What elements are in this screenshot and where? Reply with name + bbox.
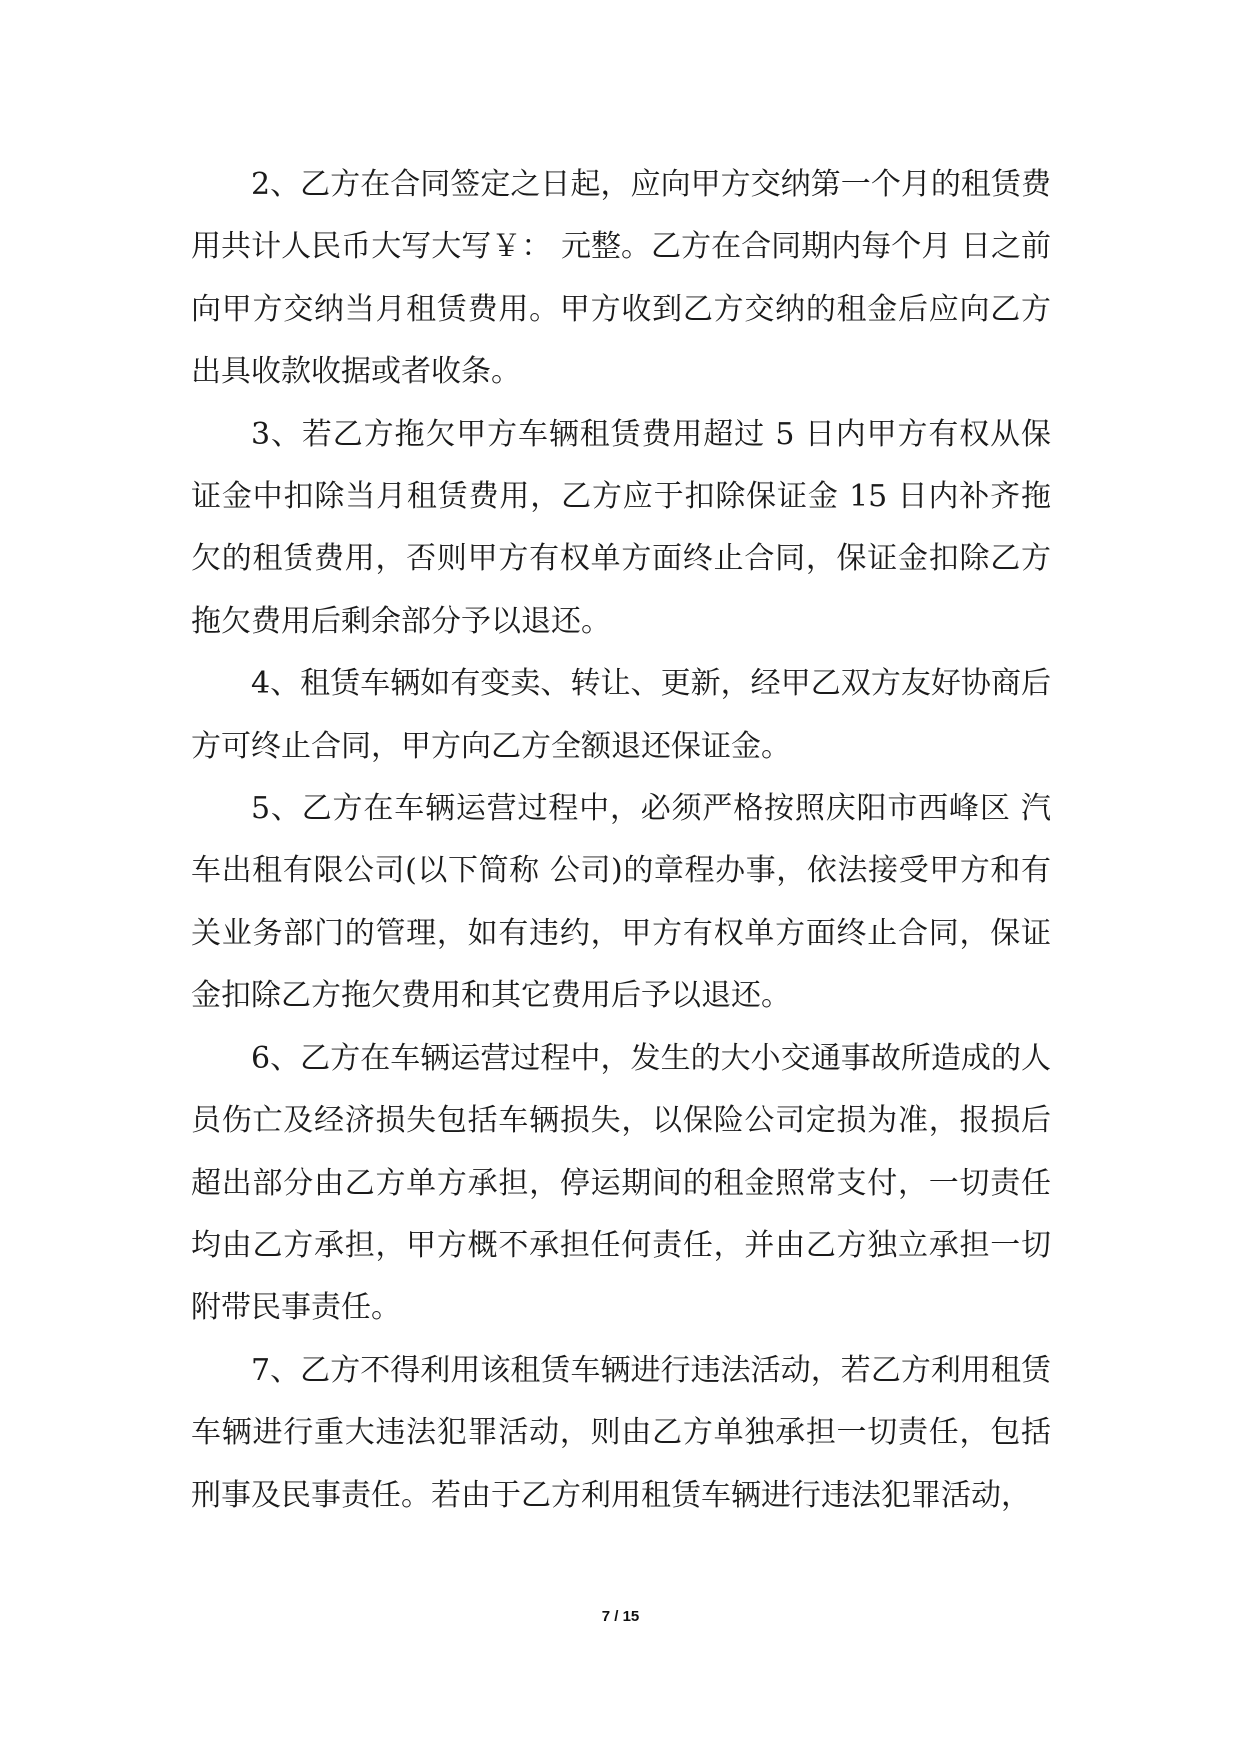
- paragraph-clause-4: 4、租赁车辆如有变卖、转让、更新，经甲乙双方友好协商后方可终止合同，甲方向乙方全额退还保证金。: [191, 666, 1051, 764]
- paragraph-clause-3: 3、若乙方拖欠甲方车辆租赁费用超过 5 日内甲方有权从保证金中扣除当月租赁费用，乙方应于扣除保证金 15 日内补齐拖欠的租赁费用，否则甲方有权单方面终止合同，保证金扣除乙方拖欠费用后剩余部分予以退还。: [191, 416, 1051, 639]
- paragraph-clause-6: 6、乙方在车辆运营过程中，发生的大小交通事故所造成的人员伤亡及经济损失包括车辆损失，以保险公司定损为准，报损后超出部分由乙方单方承担，停运期间的租金照常支付，一切责任均由乙方承担，甲方概不承担任何责任，并由乙方独立承担一切附带民事责任。: [191, 1040, 1051, 1326]
- page-number: 7 / 15: [601, 1608, 640, 1625]
- paragraph-clause-7: 7、乙方不得利用该租赁车辆进行违法活动，若乙方利用租赁车辆进行重大违法犯罪活动，则由乙方单独承担一切责任，包括刑事及民事责任。若由于乙方利用租赁车辆进行违法犯罪活动，: [191, 1352, 1051, 1513]
- document-body: [191, 154, 1051, 1527]
- paragraph-clause-5: 5、乙方在车辆运营过程中，必须严格按照庆阳市西峰区 汽车出租有限公司(以下简称 公司)的章程办事，依法接受甲方和有关业务部门的管理，如有违约，甲方有权单方面终止合同，保证金扣除乙方拖欠费用和其它费用后予以退还。: [191, 791, 1051, 1014]
- paragraph-clause-2: 2、乙方在合同签定之日起，应向甲方交纳第一个月的租赁费用共计人民币大写大写￥： 元整。乙方在合同期内每个月 日之前向甲方交纳当月租赁费用。甲方收到乙方交纳的租金后应向乙方出具收款收据或者收条。: [191, 167, 1051, 390]
